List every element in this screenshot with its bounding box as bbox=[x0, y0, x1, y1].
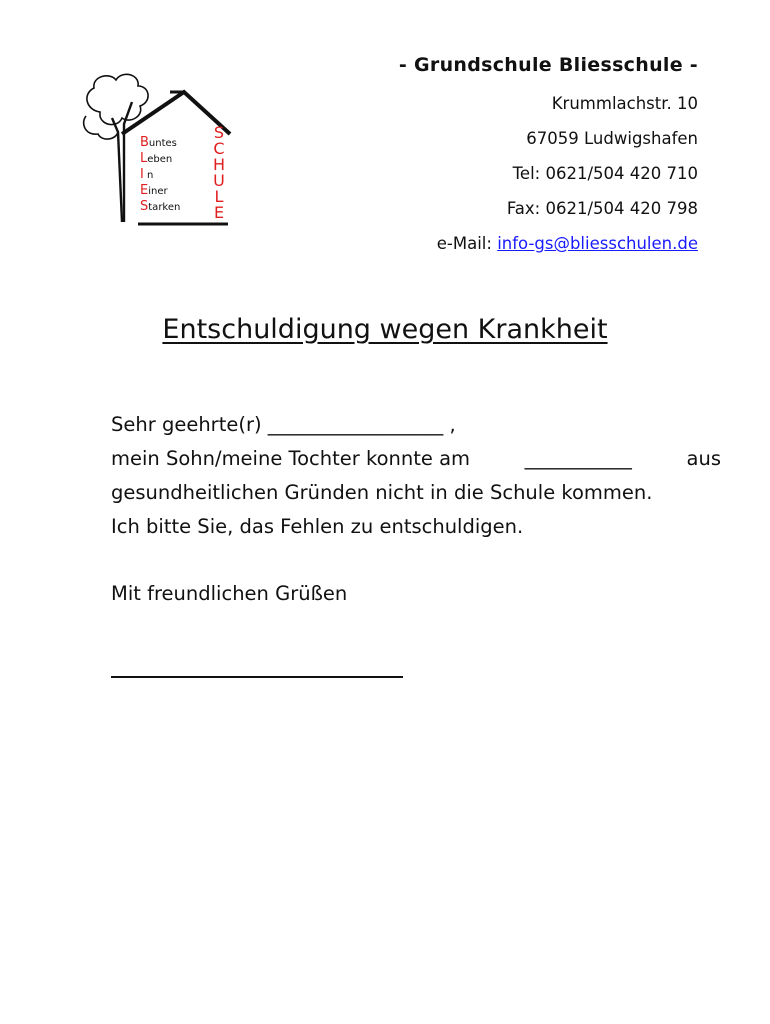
signature-line bbox=[111, 676, 403, 678]
svg-text:H: H bbox=[212, 155, 226, 174]
body-line-3: gesundheitlichen Gründen nicht in die Schule kommen. bbox=[111, 481, 653, 504]
email-link[interactable]: info-gs@bliesschulen.de bbox=[497, 234, 698, 253]
school-logo-graphic bbox=[78, 72, 238, 232]
address-street: Krummlachstr. 10 bbox=[551, 94, 698, 113]
closing-text: Mit freundlichen Grüßen bbox=[111, 582, 348, 605]
recipient-blank: __________________ bbox=[267, 413, 444, 436]
salutation-text: Sehr geehrte(r) bbox=[111, 413, 262, 436]
email-label: e-Mail: bbox=[436, 234, 492, 253]
date-blank: ___________ bbox=[524, 447, 632, 470]
salutation-line bbox=[111, 408, 721, 442]
letter-body bbox=[111, 408, 721, 544]
school-name: - Grundschule Bliesschule - bbox=[398, 54, 698, 76]
body-line-4: Ich bitte Sie, das Fehlen zu entschuldigen. bbox=[111, 515, 524, 538]
svg-text:E: E bbox=[213, 203, 225, 222]
body-line-2-suffix: aus bbox=[686, 447, 721, 470]
svg-text:Buntes: Buntes bbox=[140, 135, 177, 150]
fax-number: Fax: 0621/504 420 798 bbox=[506, 199, 698, 218]
body-line-2 bbox=[111, 442, 721, 476]
address-city: 67059 Ludwigshafen bbox=[526, 129, 698, 148]
svg-text:U: U bbox=[213, 171, 225, 190]
email-row bbox=[399, 226, 698, 261]
phone-number: Tel: 0621/504 420 710 bbox=[512, 164, 698, 183]
svg-text:S: S bbox=[213, 123, 225, 142]
body-line-2-text: mein Sohn/meine Tochter konnte am bbox=[111, 447, 471, 470]
svg-text:Einer: Einer bbox=[140, 183, 168, 198]
school-address-block bbox=[399, 54, 698, 261]
svg-text:L: L bbox=[214, 187, 224, 206]
school-logo bbox=[78, 72, 238, 232]
salutation-comma: , bbox=[449, 413, 456, 436]
svg-text:Starken: Starken bbox=[140, 199, 181, 214]
logo-word-1: untes bbox=[148, 138, 177, 149]
svg-text:I n: I n bbox=[140, 167, 154, 182]
svg-text:C: C bbox=[213, 139, 225, 158]
document-title: Entschuldigung wegen Krankheit bbox=[162, 314, 608, 345]
svg-text:Leben: Leben bbox=[140, 151, 173, 166]
